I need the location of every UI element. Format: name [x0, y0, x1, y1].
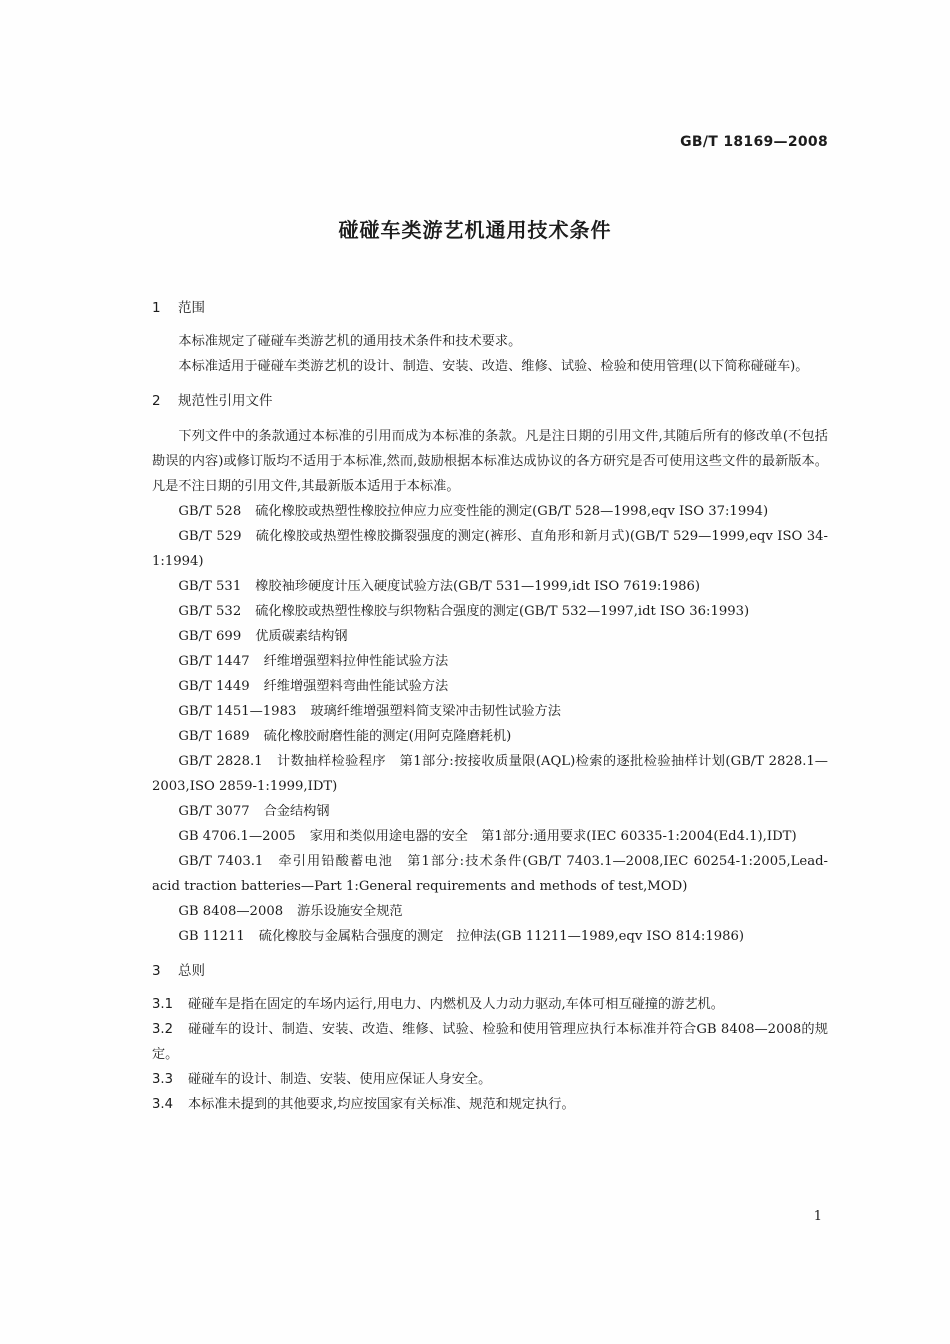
section-heading-normative-references	[152, 389, 828, 414]
reference-title: 硫化橡胶或热塑性橡胶拉伸应力应变性能的测定(GB/T 528—1998,eqv ISO 37:1994)	[255, 504, 769, 519]
section-title: 规范性引用文件	[178, 393, 273, 409]
reference-title: 游乐设施安全规范	[297, 904, 403, 919]
section-heading-general	[152, 959, 828, 984]
reference-item	[152, 799, 828, 824]
clause-number: 3.3	[152, 1072, 173, 1087]
section-title: 总则	[178, 963, 205, 979]
clause-text: 本标准未提到的其他要求,均应按国家有关标准、规范和规定执行。	[188, 1097, 575, 1112]
paragraph: 本标准规定了碰碰车类游艺机的通用技术条件和技术要求。	[178, 334, 522, 349]
reference-title: 硫化橡胶或热塑性橡胶撕裂强度的测定(裤形、直角形和新月式)(GB/T 529—1999,eqv ISO 34-1:1994)	[152, 529, 828, 569]
reference-title: 橡胶袖珍硬度计压入硬度试验方法(GB/T 531—1999,idt ISO 7619:1986)	[255, 579, 701, 594]
reference-title: 牵引用铅酸蓄电池 第1部分:技术条件(GB/T 7403.1—2008,IEC 60254-1:2005,Lead-acid traction batteries—Part 1:General requirements and methods of test,MOD)	[152, 854, 828, 894]
clause-text: 碰碰车的设计、制造、安装、使用应保证人身安全。	[188, 1072, 492, 1087]
reference-title: 硫化橡胶或热塑性橡胶与织物粘合强度的测定(GB/T 532—1997,idt ISO 36:1993)	[255, 604, 750, 619]
reference-code: GB 11211	[178, 929, 245, 944]
reference-code: GB/T 1451—1983	[178, 704, 297, 719]
clause-text: 碰碰车的设计、制造、安装、改造、维修、试验、检验和使用管理应执行本标准并符合GB 8408—2008的规定。	[152, 1022, 828, 1062]
reference-code: GB/T 1447	[178, 654, 250, 669]
section-number: 2	[152, 393, 161, 409]
section-title: 范围	[178, 300, 205, 316]
reference-code: GB/T 1689	[178, 729, 250, 744]
reference-code: GB/T 529	[178, 529, 242, 544]
reference-code: GB/T 3077	[178, 804, 250, 819]
section-heading-scope	[152, 296, 828, 321]
clause-number: 3.1	[152, 997, 173, 1012]
reference-item	[152, 574, 828, 599]
reference-code: GB/T 7403.1	[178, 854, 264, 869]
clause-item	[152, 1017, 828, 1067]
section-number: 1	[152, 300, 161, 316]
clause-item	[152, 992, 828, 1017]
reference-title: 硫化橡胶耐磨性能的测定(用阿克隆磨耗机)	[263, 729, 512, 744]
reference-item	[152, 924, 828, 949]
reference-code: GB/T 532	[178, 604, 242, 619]
reference-code: GB/T 531	[178, 579, 242, 594]
reference-item	[152, 699, 828, 724]
reference-title: 玻璃纤维增强塑料简支梁冲击韧性试验方法	[310, 704, 561, 719]
clause-number: 3.4	[152, 1097, 173, 1112]
page-number: 1	[813, 1209, 822, 1224]
reference-title: 家用和类似用途电器的安全 第1部分:通用要求(IEC 60335-1:2004(Ed4.1),IDT)	[309, 829, 797, 844]
clause-text: 碰碰车是指在固定的车场内运行,用电力、内燃机及人力动力驱动,车体可相互碰撞的游艺机。	[188, 997, 724, 1012]
reference-code: GB/T 528	[178, 504, 242, 519]
standard-number: GB/T 18169—2008	[680, 134, 828, 150]
section-number: 3	[152, 963, 161, 979]
reference-item	[152, 724, 828, 749]
reference-code: GB/T 699	[178, 629, 242, 644]
reference-code: GB 4706.1—2005	[178, 829, 296, 844]
reference-code: GB 8408—2008	[178, 904, 284, 919]
clause-item	[152, 1092, 828, 1117]
reference-code: GB/T 2828.1	[178, 754, 263, 769]
reference-item	[152, 899, 828, 924]
reference-title: 纤维增强塑料弯曲性能试验方法	[263, 679, 449, 694]
reference-title: 纤维增强塑料拉伸性能试验方法	[263, 654, 449, 669]
document-title: 碰碰车类游艺机通用技术条件	[338, 218, 612, 242]
reference-item	[152, 599, 828, 624]
reference-item	[152, 749, 828, 799]
reference-item	[152, 824, 828, 849]
clause-number: 3.2	[152, 1022, 173, 1037]
reference-title: 优质碳素结构钢	[255, 629, 348, 644]
paragraph: 本标准适用于碰碰车类游艺机的设计、制造、安装、改造、维修、试验、检验和使用管理(以下简称碰碰车)。	[178, 359, 809, 374]
reference-title: 硫化橡胶与金属粘合强度的测定 拉伸法(GB 11211—1989,eqv ISO 814:1986)	[258, 929, 745, 944]
reference-title: 合金结构钢	[263, 804, 330, 819]
reference-title: 计数抽样检验程序 第1部分:按接收质量限(AQL)检索的逐批检验抽样计划(GB/T 2828.1—2003,ISO 2859-1:1999,IDT)	[152, 754, 828, 794]
reference-item	[152, 624, 828, 649]
reference-item	[152, 649, 828, 674]
document-body	[152, 296, 828, 1117]
reference-code: GB/T 1449	[178, 679, 250, 694]
reference-item	[152, 524, 828, 574]
paragraph: 下列文件中的条款通过本标准的引用而成为本标准的条款。凡是注日期的引用文件,其随后所有的修改单(不包括勘误的内容)或修订版均不适用于本标准,然而,鼓励根据本标准达成协议的各方研究是否可使用这些文件的最新版本。凡是不注日期的引用文件,其最新版本适用于本标准。	[152, 429, 828, 494]
clause-item	[152, 1067, 828, 1092]
reference-item	[152, 849, 828, 899]
reference-item	[152, 674, 828, 699]
reference-item	[152, 499, 828, 524]
